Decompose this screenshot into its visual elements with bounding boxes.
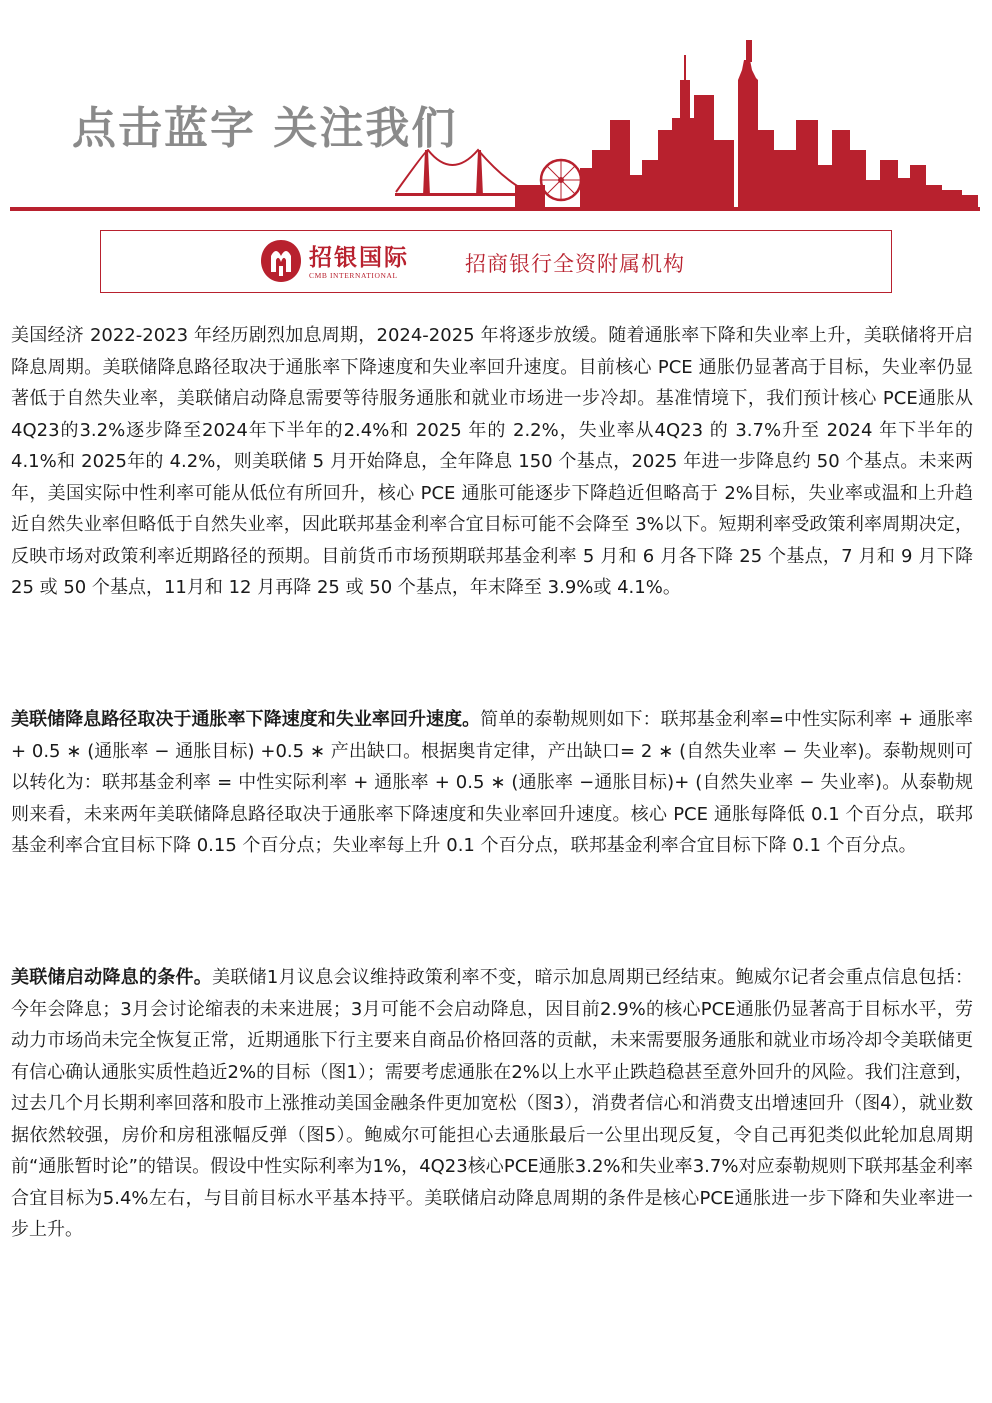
paragraph-lead: 美联储启动降息的条件。 — [11, 967, 213, 988]
paragraph-overview — [11, 320, 973, 604]
paragraph-body: 美联储1月议息会议维持政策利率不变，暗示加息周期已经结束。鲍威尔记者会重点信息包括：今年会降息；3月会讨论缩表的未来进展；3月可能不会启动降息，因目前2.9%的核心PCE通胀仍显著高于目标水平，劳动力市场尚未完全恢复正常，近期通胀下行主要来自商品价格回落的贡献，未来需要服务通胀和就业市场冷却令美联储更有信心确认通胀实质性趋近2%的目标（图1）；需要考虑通胀在2%以上水平止跌趋稳甚至意外回升的风险。我们注意到，过去几个月长期利率回落和股市上涨推动美国金融条件更加宽松（图3），消费者信心和消费支出增速回升（图4），就业数据依然较强，房价和房租涨幅反弹（图5）。鲍威尔可能担心去通胀最后一公里出现反复，令自己再犯类似此轮加息周期前“通胀暂时论”的错误。假设中性实际利率为1%，4Q23核心PCE通胀3.2%和失业率3.7%对应泰勒规则下联邦基金利率合宜目标为5.4%左右，与目前目标水平基本持平。美联储启动降息周期的条件是核心PCE通胀进一步下降和失业率进一步上升。 — [11, 967, 973, 1240]
brand-name-cn: 招银国际 — [309, 245, 409, 271]
cmb-logo-icon — [259, 238, 303, 284]
brand-banner — [100, 230, 892, 293]
paragraph-body: 美国经济 2022-2023 年经历剧烈加息周期，2024-2025 年将逐步放缓。随着通胀率下降和失业率上升，美联储将开启降息周期。美联储降息路径取决于通胀率下降速度和失业率回升速度。目前核心 PCE 通胀仍显著高于目标，失业率仍显著低于自然失业率，美联储启动降息需要等待服务通胀和就业市场进一步冷却。基准情境下，我们预计核心 PCE通胀从 4Q23的3.2%逐步降至2024年下半年的2.4%和 2025 年的 2.2%，失业率从4Q23 的 3.7%升至 2024 年下半年的 4.1%和 2025年的 4.2%，则美联储 5 月开始降息，全年降息 150 个基点，2025 年进一步降息约 50 个基点。未来两年，美国实际中性利率可能从低位有所回升，核心 PCE 通胀可能逐步下降趋近但略高于 2%目标，失业率或温和上升趋近自然失业率但略低于自然失业率，因此联邦基金利率合宜目标可能不会降至 3%以下。短期利率受政策利率周期决定，反映市场对政策利率近期路径的预期。目前货币市场预期联邦基金利率 5 月和 6 月各下降 25 个基点，7 月和 9 月下降 25 或 50 个基点，11月和 12 月再降 25 或 50 个基点，年末降至 3.9%或 4.1%。 — [11, 325, 973, 598]
paragraph-body: 简单的泰勒规则如下：联邦基金利率=中性实际利率 + 通胀率 + 0.5 ∗ (通胀率 − 通胀目标) +0.5 ∗ 产出缺口。根据奥肯定律，产出缺口= 2 ∗ (自然失业率 − 失业率)。泰勒规则可以转化为：联邦基金利率 = 中性实际利率 + 通胀率 + 0.5 ∗ (通胀率 −通胀目标)+ (自然失业率 − 失业率)。从泰勒规则来看，未来两年美联储降息路径取决于通胀率下降速度和失业率回升速度。核心 PCE 通胀每降低 0.1 个百分点，联邦基金利率合宜目标下降 0.15 个百分点；失业率每上升 0.1 个百分点，联邦基金利率合宜目标下降 0.1 个百分点。 — [11, 709, 973, 856]
brand-name-en: CMB INTERNATIONAL — [309, 271, 398, 280]
header-banner — [0, 0, 992, 215]
follow-us-title[interactable]: 点击蓝字 关注我们 — [72, 103, 458, 154]
paragraph-lead: 美联储降息路径取决于通胀率下降速度和失业率回升速度。 — [11, 709, 481, 730]
paragraph-taylor-rule — [11, 704, 973, 862]
paragraph-rate-cut-conditions — [11, 962, 973, 1246]
brand-tagline: 招商银行全资附属机构 — [465, 252, 685, 276]
